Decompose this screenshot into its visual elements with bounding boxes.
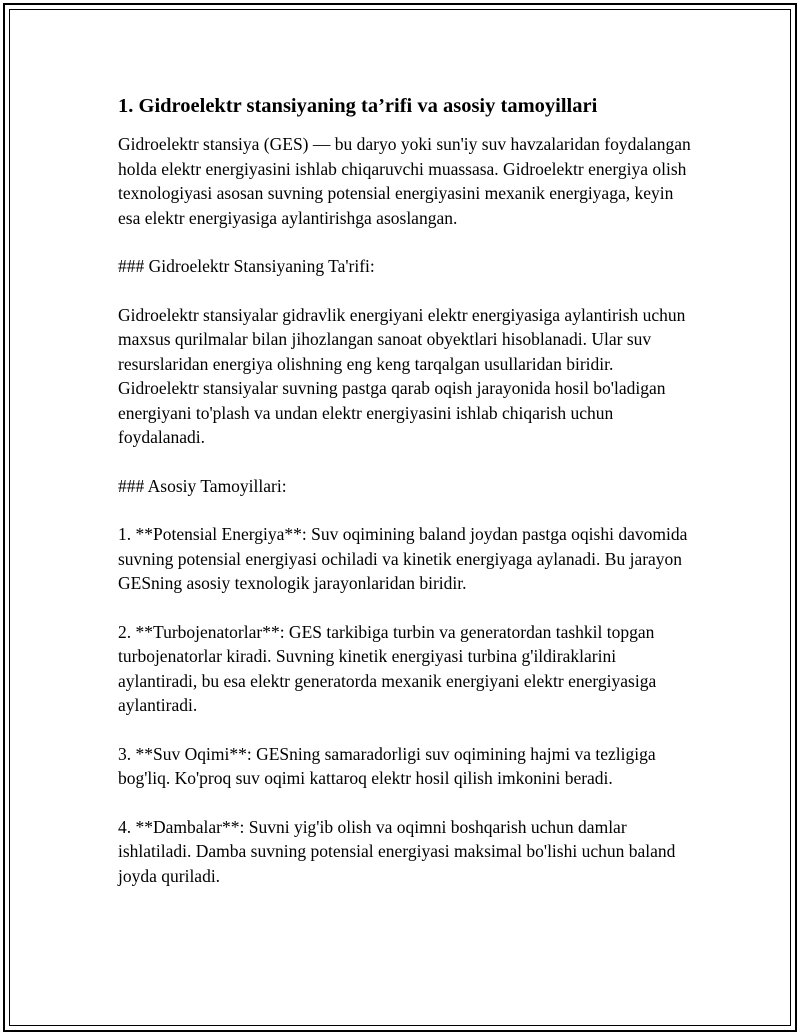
principle-item-water-flow: 3. **Suv Oqimi**: GESning samaradorligi suv oqimining hajmi va tezligiga bog'liq. Ko'proq suv oqimi kattaroq elektr hosil qilish imkonini beradi. [118,743,656,788]
principle-item-potential-energy: 1. **Potensial Energiya**: Suv oqimining baland joydan pastga oqishi davomida suvning potensial energiyasi ochiladi va kinetik energiyaga aylanadi. Bu jarayon GESning asosiy texnologik jarayonlaridan biridir. [118,524,688,593]
principle-item-turbogenerators: 2. **Turbojenatorlar**: GES tarkibiga turbin va generatordan tashkil topgan turbojenatorlar kiradi. Suvning kinetik energiyasi turbina g'ildiraklarini aylantiradi, bu esa elektr generatorda mexanik energiyani elektr energiyasiga aylantiradi. [118,621,657,715]
document-body [118,92,698,888]
document-title: 1. Gidroelektr stansiyaning ta’rifi va asosiy tamoyillari [118,95,598,117]
principle-item-dams: 4. **Dambalar**: Suvni yig'ib olish va oqimni boshqarish uchun damlar ishlatiladi. Damba suvning potensial energiyasi maksimal bo'lishi uchun baland joyda quriladi. [118,816,676,886]
definition-paragraph: Gidroelektr stansiyalar gidravlik energiyani elektr energiyasiga aylantirish uchun maxsus qurilmalar bilan jihozlangan sanoat obyektlari hisoblanadi. Ular suv resurslaridan energiya olishning eng keng tarqalgan usullaridan biridir. Gidroelektr stansiyalar suvning pastga qarab oqish jarayonida hosil bo'ladigan energiyani to'plash va undan elektr energiyasini ishlab chiqarish uchun foydalanadi. [118,304,686,447]
intro-paragraph: Gidroelektr stansiya (GES) — bu daryo yoki sun'iy suv havzalaridan foydalangan holda elektr energiyasini ishlab chiqaruvchi muassasa. Gidroelektr energiya olish texnologiyasi asosan suvning potensial energiyasini mexanik energiyaga, keyin esa elektr energiyasiga aylantirishga asoslangan. [118,134,691,228]
definition-heading: ### Gidroelektr Stansiyaning Ta'rifi: [118,256,375,276]
principles-heading: ### Asosiy Tamoyillari: [118,475,287,496]
